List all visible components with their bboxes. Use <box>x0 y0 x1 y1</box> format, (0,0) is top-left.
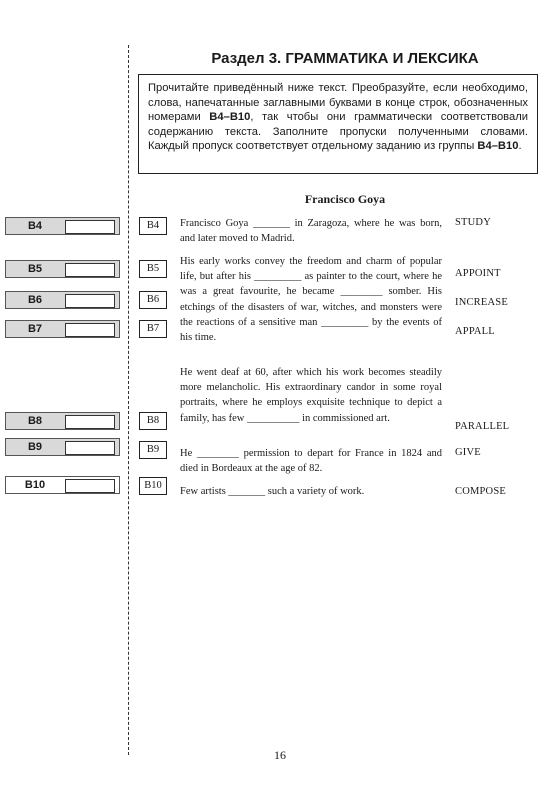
instructions-text-3: . <box>518 140 522 153</box>
question-number-b9: B9 <box>139 441 167 459</box>
instructions-text-2: , так чтобы они грамматически соответствовали содержанию текста. Заполните пропуски полученными словами. Каждый пропуск соответствует отдельному заданию из группы <box>148 111 528 153</box>
keyword-b10: COMPOSE <box>455 486 506 497</box>
story-title: Francisco Goya <box>304 192 386 206</box>
answer-label: B9 <box>27 441 43 453</box>
answer-cell[interactable] <box>65 220 115 234</box>
answer-label: B4 <box>27 220 43 232</box>
answer-row-b9 <box>5 438 120 456</box>
answer-label: B10 <box>24 479 46 491</box>
question-number-b5: B5 <box>139 260 167 278</box>
paragraph-b5-b7: His early works convey the freedom and charm of popular life, but after his _________ as painter to the court, where he was a great favourite, he became ________ somber. His etchings of the disasters of war, witches, and monsters were the reactions of a sensitive man _________ by the events of his time. <box>180 256 442 344</box>
paragraph-b9: He ________ permission to depart for France in 1824 and died in Bordeaux at the age of 82. <box>180 448 442 475</box>
answer-row-b6 <box>5 291 120 309</box>
answer-label: B7 <box>27 323 43 335</box>
cut-line <box>128 45 129 755</box>
instructions-text-1: Прочитайте приведённый ниже текст. Преобразуйте, если необходимо, слова, напечатанные заглавными буквами в конце строк, обозначенных номерами <box>148 82 528 124</box>
answer-row-b10 <box>5 476 120 494</box>
answer-cell[interactable] <box>65 323 115 337</box>
answer-cell[interactable] <box>65 263 115 277</box>
answer-row-b8 <box>5 412 120 430</box>
answer-cell[interactable] <box>65 294 115 308</box>
question-number-b4: B4 <box>139 217 167 235</box>
keyword-b6: INCREASE <box>455 297 508 308</box>
instructions-range-1: B4–B10 <box>209 111 251 124</box>
keyword-b8: PARALLEL <box>455 421 510 432</box>
answer-label: B5 <box>27 263 43 275</box>
keyword-b4: STUDY <box>455 217 492 228</box>
answer-row-b4 <box>5 217 120 235</box>
paragraph-b8: He went deaf at 60, after which his work becomes steadily more melancholic. His extraordinary candor in some royal portraits, where he employs exquisite technique to depict a family, has few __________ in commissioned art. <box>180 367 442 424</box>
keyword-b9: GIVE <box>455 447 481 458</box>
section-title: Раздел 3. ГРАММАТИКА И ЛЕКСИКА <box>211 50 479 67</box>
question-number-b7: B7 <box>139 320 167 338</box>
answer-cell[interactable] <box>65 479 115 493</box>
paragraph-b4: Francisco Goya _______ in Zaragoza, where he was born, and later moved to Madrid. <box>180 218 442 245</box>
answer-cell[interactable] <box>65 441 115 455</box>
keyword-b7: APPALL <box>455 326 495 337</box>
answer-row-b5 <box>5 260 120 278</box>
answer-row-b7 <box>5 320 120 338</box>
instructions-range-2: B4–B10 <box>477 140 519 153</box>
answer-cell[interactable] <box>65 415 115 429</box>
keyword-b5: APPOINT <box>455 268 501 279</box>
answer-label: B6 <box>27 294 43 306</box>
paragraph-b10: Few artists _______ such a variety of work. <box>180 486 365 497</box>
answer-label: B8 <box>27 415 43 427</box>
question-number-b8: B8 <box>139 412 167 430</box>
question-number-b10: B10 <box>139 477 167 495</box>
question-number-b6: B6 <box>139 291 167 309</box>
instructions-box <box>138 74 538 174</box>
page-number: 16 <box>274 748 286 762</box>
